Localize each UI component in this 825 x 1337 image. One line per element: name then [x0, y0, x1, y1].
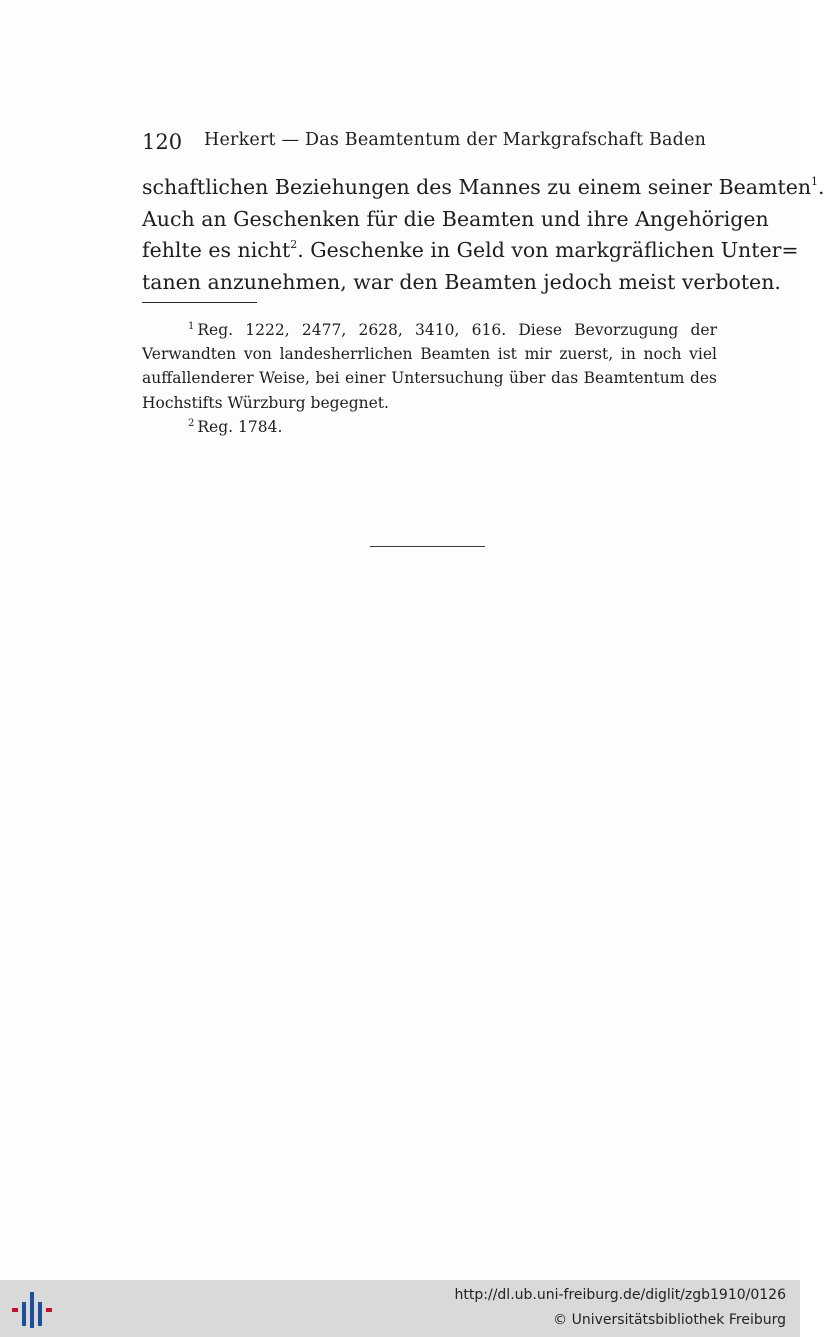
end-divider [370, 546, 485, 547]
page-header [142, 128, 707, 156]
ub-freiburg-logo-icon[interactable] [12, 1288, 52, 1332]
body-line: tanen anzunehmen, war den Beamten jedoch meist verboten. [142, 269, 781, 294]
footnote-mark: 2 [188, 417, 195, 429]
footnote-divider [142, 302, 257, 303]
footnote-line: $^1$ Reg. 1222, 2477, 2628, 3410, 616. Diese Bevorzugung der [188, 321, 717, 339]
footnote-line: $^2$ Reg. 1784. [188, 417, 283, 436]
footnote-line: Hochstifts Würzburg begegnet. [142, 393, 389, 412]
footnote-ref[interactable]: 1 [811, 175, 819, 188]
footnotes [142, 318, 717, 439]
page-number: 120 [142, 130, 183, 154]
footnote-ref[interactable]: 2 [290, 238, 298, 251]
footnote-line: Verwandten von landesherrlichen Beamten ist mir zuerst, in noch viel [142, 345, 717, 364]
footnote-mark: 1 [188, 321, 195, 332]
body-line: fehlte es nicht$^2$. Geschenke in Geld von markgräflichen Unter= [142, 238, 799, 262]
copyright-notice: © Universitätsbibliothek Freiburg [553, 1312, 786, 1328]
body-line: Auch an Geschenken für die Beamten und ihre Angehörigen [142, 206, 769, 231]
document-url-link[interactable]: http://dl.ub.uni-freiburg.de/diglit/zgb1910/0126 [454, 1287, 786, 1303]
body-paragraph [142, 172, 825, 298]
footnote-line: auffallenderer Weise, bei einer Untersuchung über das Beamtentum des [142, 369, 717, 388]
footer-bar [0, 1280, 800, 1337]
body-line: schaftlichen Beziehungen des Mannes zu einem seiner Beamten$^1$. [142, 175, 825, 199]
running-title: Herkert — Das Beamtentum der Markgrafschaft Baden [204, 130, 707, 150]
